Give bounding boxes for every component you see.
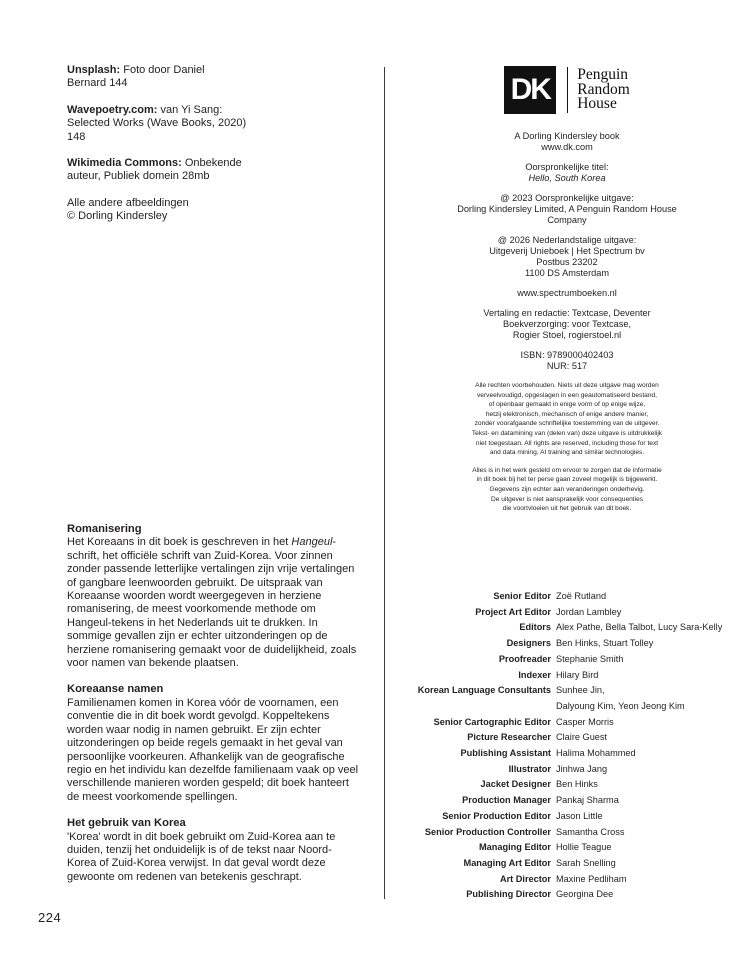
staff-names: Zoë Rutland (556, 591, 607, 601)
staff-names: Sarah Snelling (556, 857, 616, 868)
staff-role: Senior Production Editor (442, 810, 551, 821)
info-line: Vertaling en redactie: Textcase, Deventer (483, 308, 651, 318)
publisher-logo (411, 64, 723, 116)
staff-names: Ben Hinks, Stuart Tolley (556, 638, 654, 649)
staff-role: Illustrator (508, 763, 551, 774)
staff-row (400, 809, 740, 825)
staff-names: Georgina Dee (556, 889, 614, 900)
staff-names: Maxine Pedliham (556, 873, 627, 884)
staff-role: Managing Editor (479, 842, 551, 853)
staff-names: Samantha Cross (556, 826, 625, 837)
credit-unsplash (67, 64, 359, 91)
isbn-info (411, 350, 723, 372)
notes-section (67, 523, 359, 897)
staff-role: Senior Cartographic Editor (433, 716, 551, 727)
credit-other (67, 197, 359, 224)
staff-names: Ben Hinks (556, 779, 598, 790)
legal-line: in dit boek bij het ter perse gaan zoveel mogelijk is bijgewerkt. (476, 476, 658, 484)
legal-line: zonder voorafgaande schriftelijke toestemming van de uitgever. (474, 420, 660, 428)
info-line: Company (547, 215, 587, 225)
staff-names: Claire Guest (556, 732, 608, 743)
original-edition (411, 193, 723, 226)
staff-row (400, 699, 740, 715)
info-line: www.dk.com (541, 142, 593, 152)
disclaimer-paragraph (411, 466, 723, 514)
picture-credits (67, 64, 359, 237)
credit-line: Alle andere afbeeldingen (67, 196, 189, 209)
credit-line: auteur, Publiek domein 28mb (67, 170, 210, 183)
info-line: @ 2026 Nederlandstalige uitgave: (497, 235, 637, 245)
note-heading: Het gebruik van Korea (67, 817, 186, 830)
credit-wikimedia (67, 157, 359, 184)
credit-line: Bernard 144 (67, 77, 128, 90)
column-divider (384, 67, 385, 899)
info-line: NUR: 517 (546, 361, 588, 371)
staff-role: Proofreader (498, 653, 551, 664)
staff-row (400, 715, 740, 731)
logo-divider (567, 67, 568, 113)
legal-line: De uitgever is niet aansprakelijk voor consequenties (490, 495, 644, 503)
staff-role: Project Art Editor (475, 606, 551, 617)
staff-role: Korean Language Consultants (417, 685, 551, 696)
translation-credits (411, 308, 723, 341)
penguin-random-house-logo (577, 68, 630, 112)
staff-row (400, 668, 740, 684)
logo-word: House (577, 95, 617, 113)
note-body: Familienamen komen in Korea vóór de voornamen, een conventie die in dit boek wordt gevolgd. Koppeltekens worden waar nodig in namen gebruikt. Er zijn echter uitzonderingen op beide regels gemaakt in het geval van persoonlijke voorkeuren. Afhankelijk van de geografische regio en het individu kan dezelfde familienaam vaak op veel verschillende manieren worden gespeld; dit boek hanteert de meest voorkomende spellingen. (67, 696, 359, 803)
note-heading: Romanisering (67, 523, 142, 535)
staff-role: Managing Art Editor (463, 857, 551, 868)
staff-row (400, 762, 740, 778)
logo-word: Random (577, 80, 630, 98)
staff-credits (400, 589, 740, 903)
staff-role: Senior Editor (493, 591, 551, 601)
legal-line: Alle rechten voorbehouden. Niets uit deze uitgave mag worden (475, 382, 659, 389)
staff-names: Hollie Teague (556, 842, 612, 853)
legal-line: and data mining, AI training and similar technologies. (489, 449, 645, 457)
staff-row (400, 620, 740, 636)
staff-names: Jordan Lambley (556, 606, 622, 617)
staff-role: Designers (506, 638, 551, 649)
original-title (411, 162, 723, 184)
staff-names: Casper Morris (556, 716, 614, 727)
staff-role: Picture Researcher (467, 732, 551, 743)
dutch-edition (411, 235, 723, 279)
page-number: 224 (38, 910, 62, 925)
staff-names: Stephanie Smith (556, 653, 624, 664)
staff-names: Jason Little (556, 810, 603, 821)
credit-source: Unsplash: (67, 64, 121, 76)
info-line: A Dorling Kindersley book (514, 131, 620, 141)
title-italic: Hello, South Korea (528, 173, 606, 183)
staff-names: Halima Mohammed (556, 748, 636, 759)
staff-row (400, 636, 740, 652)
note-emphasis: Hangeul (291, 536, 333, 549)
legal-line: Gegevens zijn echter aan veranderingen onderhevig. (489, 485, 645, 493)
staff-names: Dalyoung Kim, Yeon Jeong Kim (556, 700, 685, 711)
staff-names: Alex Pathe, Bella Talbot, Lucy Sara-Kelly (556, 622, 723, 633)
legal-line: Tekst- en datamining van (delen van) deze uitgave is uitdrukkelijk (471, 429, 663, 437)
legal-line: niet toegestaan. All rights are reserved, including those for text (475, 439, 659, 447)
credit-text: Foto door Daniel (120, 64, 205, 76)
note-body: 'Korea' wordt in dit boek gebruikt om Zuid-Korea aan te duiden, tenzij het onduidelijk is of de tekst naar Noord-Korea of Zuid-Korea verwijst. In dat geval wordt deze gewoonte om redenen van betekenis geschrapt. (67, 830, 336, 883)
legal-line: of openbaar gemaakt in enige vorm of op enige wijze, (488, 401, 646, 409)
imprint-section (411, 64, 723, 522)
staff-row (400, 683, 740, 699)
staff-role: Publishing Director (466, 889, 551, 900)
rights-paragraph (411, 381, 723, 458)
info-line: www.spectrumboeken.nl (517, 288, 617, 298)
note-body (67, 536, 359, 670)
staff-role: Jacket Designer (480, 779, 551, 790)
credit-line: 148 (67, 130, 86, 143)
staff-names: Pankaj Sharma (556, 795, 619, 806)
credit-source: Wavepoetry.com: (67, 103, 158, 116)
book-info (411, 131, 723, 153)
staff-role: Senior Production Controller (424, 826, 551, 837)
info-line: Rogier Stoel, rogierstoel.nl (512, 330, 622, 340)
credit-line: © Dorling Kindersley (67, 210, 168, 223)
staff-row (400, 730, 740, 746)
info-line: Uitgeverij Unieboek | Het Spectrum bv (489, 246, 645, 256)
legal-line: Alles is in het werk gesteld om ervoor te zorgen dat de informatie (472, 466, 662, 474)
staff-row (400, 777, 740, 793)
note-text: Het Koreaans in dit boek is geschreven in het (67, 536, 292, 549)
legal-line: verveelvoudigd, opgeslagen in een geautomatiseerd bestand, (477, 391, 657, 399)
staff-role: Production Manager (462, 795, 551, 806)
legal-notice (411, 381, 723, 514)
info-line: ISBN: 9789000402403 (520, 350, 614, 360)
staff-row (400, 872, 740, 888)
info-line: Oorspronkelijke titel: (525, 162, 609, 172)
staff-names: Jinhwa Jang (556, 763, 608, 774)
logo-word: Penguin (577, 66, 629, 84)
info-line: @ 2023 Oorspronkelijke uitgave: (500, 193, 634, 203)
website (411, 288, 723, 299)
staff-row (400, 589, 740, 605)
legal-line: die voortvloeien uit het gebruik van dit boek. (502, 505, 632, 513)
staff-row (400, 605, 740, 621)
publisher-info (411, 131, 723, 372)
staff-row (400, 825, 740, 841)
info-line: Postbus 23202 (536, 257, 598, 267)
staff-role: Indexer (518, 669, 551, 680)
note-heading: Koreaanse namen (67, 683, 164, 696)
staff-row (400, 840, 740, 856)
staff-role: Editors (519, 622, 551, 633)
info-line: Boekverzorging: voor Textcase, (502, 319, 631, 329)
staff-names: Hilary Bird (556, 669, 599, 680)
info-line: Dorling Kindersley Limited, A Penguin Random House (457, 204, 677, 214)
staff-role: Publishing Assistant (460, 748, 551, 759)
staff-row (400, 856, 740, 872)
info-line: 1100 DS Amsterdam (524, 268, 610, 278)
credit-source: Wikimedia Commons: (67, 157, 182, 170)
staff-row (400, 652, 740, 668)
dk-logo: DK (504, 66, 556, 114)
staff-names: Sunhee Jin, (556, 685, 605, 696)
note-text: -schrift, het officiële schrift van Zuid-Korea. Voor zinnen zonder passende letterlijke vertalingen zijn vrije vertalingen of gangbare leenwoorden gebruikt. De uitspraak van Koreaanse woorden wordt weergegeven in herziene romanisering, de meest voorkomende methode om Hangeul-tekens in het Nederlands uit te drukken. In sommige gevallen zijn er echter uitzonderingen op de herziene romanisering gemaakt voor de duidelijkheid, zoals voor namen van bekende plaatsen. (67, 536, 357, 670)
staff-row (400, 746, 740, 762)
credit-wavepoetry (67, 104, 359, 144)
staff-row (400, 793, 740, 809)
credit-text: Onbekende (181, 157, 242, 170)
legal-line: hetzij elektronisch, mechanisch of enige andere manier, (485, 410, 649, 418)
credit-text: van Yi Sang: (157, 103, 223, 116)
credit-line: Selected Works (Wave Books, 2020) (67, 117, 247, 130)
staff-row (400, 887, 740, 903)
staff-role: Art Director (499, 873, 551, 884)
